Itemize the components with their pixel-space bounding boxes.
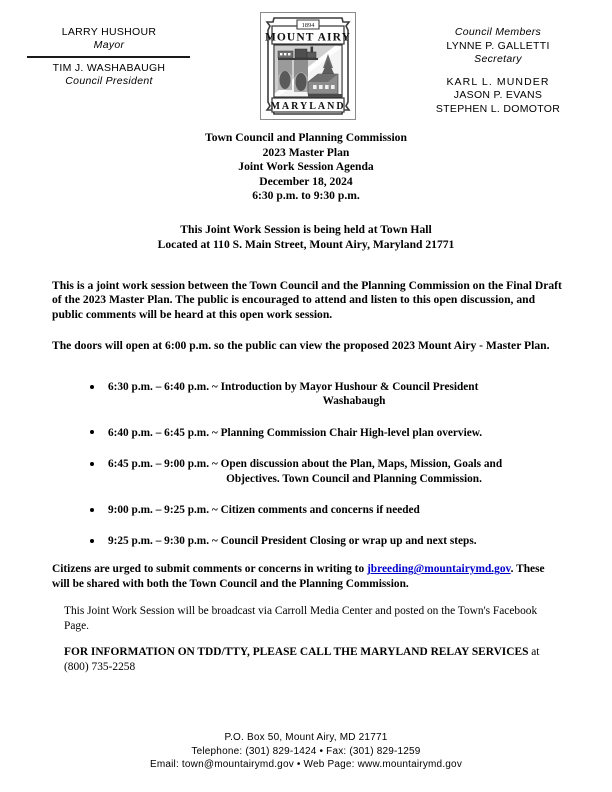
council-members-heading: Council Members <box>454 26 542 38</box>
seal-top-text: MOUNT AIRY <box>264 31 352 44</box>
meeting-location-block <box>0 222 612 252</box>
agenda-item-text: 9:00 p.m. – 9:25 p.m. ~ Citizen comments and concerns if needed <box>108 504 420 517</box>
masthead-right-spacer <box>398 67 598 76</box>
masthead-divider-rule <box>27 56 190 58</box>
list-item <box>88 426 564 440</box>
citizen-comments-text-before: Citizens are urged to submit comments or concerns in writing to <box>52 563 367 576</box>
bullet-icon <box>90 430 94 434</box>
council-member-2: JASON P. EVANS <box>453 89 543 101</box>
list-item <box>88 457 564 486</box>
broadcast-paragraph: This Joint Work Session will be broadcast via Carroll Media Center and posted on the Town's Facebook Page. <box>64 605 538 632</box>
agenda-item-text: 6:45 p.m. – 9:00 p.m. ~ Open discussion about the Plan, Maps, Mission, Goals and <box>108 458 503 471</box>
council-member-1: KARL L. MUNDER <box>446 75 550 88</box>
mayor-name: LARRY HUSHOUR <box>61 26 157 38</box>
intro-paragraph: This is a joint work session between the Town Council and the Planning Commission on the Final Draft of the 2023 Master Plan. The public is encouraged to attend and listen to this open discussion, and public comments will be heard at this open work session. <box>52 278 562 321</box>
list-item <box>88 380 564 409</box>
location-line-venue: This Joint Work Session is being held at Town Hall <box>180 223 432 236</box>
tdd-tty-paragraph <box>64 645 564 674</box>
agenda-list <box>88 380 564 549</box>
bullet-icon <box>90 539 94 543</box>
doors-open-paragraph: The doors will open at 6:00 p.m. so the public can view the proposed 2023 Mount Airy - Master Plan. <box>52 338 550 352</box>
location-line-address: Located at 110 S. Main Street, Mount Airy, Maryland 21771 <box>157 238 455 251</box>
secretary-title: Secretary <box>474 53 522 65</box>
agenda-item-text: 6:30 p.m. – 6:40 p.m. ~ Introduction by Mayor Hushour & Council President <box>108 381 479 393</box>
title-line-plan: 2023 Master Plan <box>262 145 350 159</box>
agenda-item-text: 6:40 p.m. – 6:45 p.m. ~ Planning Commission Chair High-level plan overview. <box>108 426 483 439</box>
title-line-date: December 18, 2024 <box>259 174 353 188</box>
masthead-left-officials <box>18 26 200 88</box>
page-footer <box>0 731 612 772</box>
council-president-name: TIM J. WASHABAUGH <box>52 62 166 74</box>
bullet-icon <box>90 385 94 389</box>
mayor-title: Mayor <box>93 39 125 51</box>
list-item <box>88 534 564 548</box>
tdd-tty-phone-text: at (800) 735-2258 <box>64 646 540 673</box>
citizen-comments-paragraph <box>52 562 564 591</box>
town-seal-svg <box>256 10 360 122</box>
bullet-icon <box>90 508 94 512</box>
list-item <box>88 503 564 517</box>
tdd-tty-heading-text: FOR INFORMATION ON TDD/TTY, PLEASE CALL THE MARYLAND RELAY SERVICES <box>64 646 529 659</box>
town-seal-logo <box>256 10 360 122</box>
document-title-block <box>0 131 612 204</box>
title-line-time: 6:30 p.m. to 9:30 p.m. <box>252 189 360 203</box>
email-link-jbreeding[interactable]: jbreeding@mountairymd.gov <box>367 563 511 576</box>
citizen-comments-text-after: . These will be shared with both the Town Council and the Planning Commission. <box>52 563 545 590</box>
masthead <box>0 0 612 128</box>
council-president-title: Council President <box>65 75 153 87</box>
agenda-item-text: 9:25 p.m. – 9:30 p.m. ~ Council President Closing or wrap up and next steps. <box>108 535 477 548</box>
seal-bottom-text: MARYLAND <box>270 101 346 112</box>
agenda-item-continuation: Objectives. Town Council and Planning Commission. <box>226 472 482 485</box>
title-line-agenda: Joint Work Session Agenda <box>238 160 374 174</box>
title-line-body: Town Council and Planning Commission <box>205 131 407 144</box>
masthead-right-council-members <box>398 26 598 116</box>
bullet-icon <box>90 462 94 466</box>
seal-year-text: 1894 <box>301 22 315 30</box>
council-member-3: STEPHEN L. DOMOTOR <box>435 102 561 115</box>
agenda-item-continuation: Washabaugh <box>322 395 386 408</box>
footer-address: P.O. Box 50, Mount Airy, MD 21771 <box>224 732 388 743</box>
footer-email-web: Email: town@mountairymd.gov • Web Page: www.mountairymd.gov <box>149 759 463 770</box>
footer-phone-fax: Telephone: (301) 829-1424 • Fax: (301) 829-1259 <box>191 745 421 757</box>
secretary-name: LYNNE P. GALLETTI <box>446 39 550 52</box>
